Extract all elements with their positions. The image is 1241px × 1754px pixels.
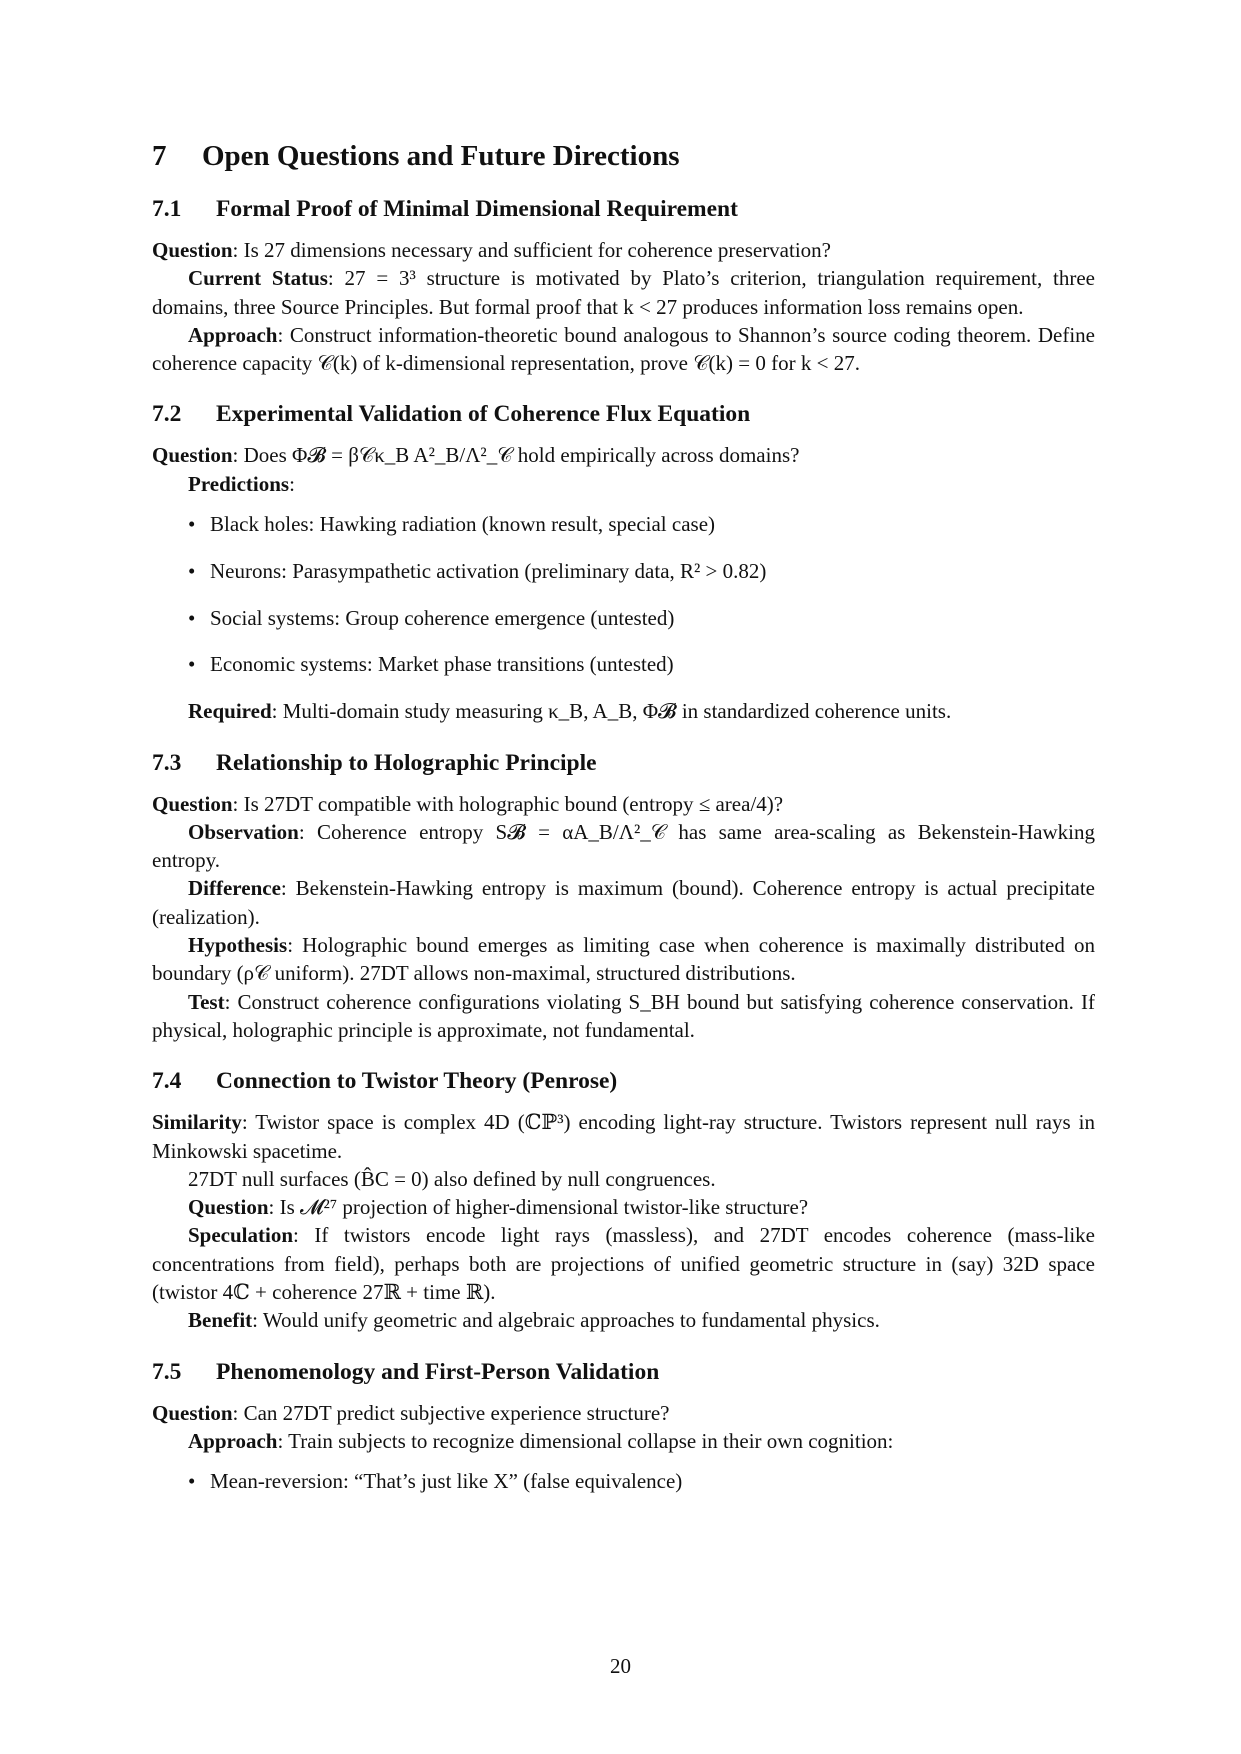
text: : Holographic bound emerges as limiting case when coherence is maximally distributed on boundary (ρ𝒞 uniform). 27DT allows non-maximal, structured distributions. xyxy=(152,933,1095,986)
label: Difference xyxy=(188,876,281,901)
text: : xyxy=(289,471,295,496)
paragraph-question xyxy=(152,790,1095,818)
subsection-title: Experimental Validation of Coherence Flux Equation xyxy=(216,401,751,428)
label: Question xyxy=(152,791,233,816)
paragraph-approach xyxy=(152,1427,1095,1455)
spacer xyxy=(152,377,1095,399)
section-number: 7 xyxy=(152,140,167,172)
text: : Coherence entropy S𝓑 = αA_B/Λ²_𝒞 has same area-scaling as Bekenstein-Hawking entropy. xyxy=(152,819,1095,873)
text: : Twistor space is complex 4D (ℂℙ³) encoding light-ray structure. Twistors represent null rays in Minkowski spacetime. xyxy=(152,1110,1095,1163)
label: Question xyxy=(188,1195,269,1220)
paragraph-difference xyxy=(152,874,1095,931)
spacer xyxy=(152,1044,1095,1066)
paragraph-speculation xyxy=(152,1221,1095,1306)
text: : Construct coherence configurations violating S_BH bound but satisfying coherence conservation. If physical, holographic principle is approximate, not fundamental. xyxy=(152,989,1095,1042)
label: Current Status xyxy=(188,266,328,291)
subsection-number: 7.5 xyxy=(152,1358,182,1385)
spacer xyxy=(152,1335,1095,1357)
paragraph-observation xyxy=(152,818,1095,875)
subsection-number: 7.2 xyxy=(152,401,182,428)
subsection-heading-7-3 xyxy=(152,748,1095,778)
list-item: • Social systems: Group coherence emergence (untested) xyxy=(188,604,1095,632)
page-number: 20 xyxy=(610,1654,631,1678)
subsection-title: Phenomenology and First-Person Validation xyxy=(216,1358,660,1385)
subsection-number: 7.1 xyxy=(152,196,182,222)
section-heading xyxy=(152,138,1095,174)
paragraph-current-status xyxy=(152,264,1095,321)
list-item: • Black holes: Hawking radiation (known result, special case) xyxy=(188,510,1095,538)
paragraph-question xyxy=(152,441,1095,469)
text: : Bekenstein-Hawking entropy is maximum (bound). Coherence entropy is actual precipitate (realization). xyxy=(152,876,1095,929)
text: : Would unify geometric and algebraic approaches to fundamental physics. xyxy=(252,1308,880,1333)
list-item: • Economic systems: Market phase transitions (untested) xyxy=(188,650,1095,678)
paragraph-approach xyxy=(152,321,1095,378)
paragraph-test xyxy=(152,988,1095,1045)
text: : Is 27 dimensions necessary and sufficient for coherence preservation? xyxy=(232,238,831,262)
text: : 27 = 3³ structure is motivated by Plato’s criterion, triangulation requirement, three domains, three Source Principles. But formal proof that k < 27 produces information loss remains open. xyxy=(152,266,1095,319)
label: Required xyxy=(188,699,272,724)
subsection-heading-7-2 xyxy=(152,399,1095,429)
subsection-heading-7-4 xyxy=(152,1066,1095,1096)
subsection-title: Relationship to Holographic Principle xyxy=(216,749,597,776)
label: Hypothesis xyxy=(188,933,288,958)
label: Question xyxy=(152,1400,233,1425)
label: Approach xyxy=(188,322,278,347)
list-item: • Mean-reversion: “That’s just like X” (false equivalence) xyxy=(188,1467,1095,1495)
label: Test xyxy=(188,989,225,1014)
paper-page xyxy=(152,138,1095,1514)
label: Benefit xyxy=(188,1308,253,1333)
label: Question xyxy=(152,238,233,262)
paragraph-benefit xyxy=(152,1306,1095,1334)
label: Similarity xyxy=(152,1110,242,1135)
subsection-title: Connection to Twistor Theory (Penrose) xyxy=(216,1068,618,1095)
paragraph-hypothesis xyxy=(152,931,1095,988)
text: : Multi-domain study measuring κ_B, A_B, Φ𝓑 in standardized coherence units. xyxy=(271,699,952,724)
section-title: Open Questions and Future Directions xyxy=(202,140,680,172)
list-item: • Neurons: Parasympathetic activation (preliminary data, R² > 0.82) xyxy=(188,557,1095,585)
paragraph-question xyxy=(152,1399,1095,1427)
text: : Can 27DT predict subjective experience structure? xyxy=(232,1400,670,1425)
paragraph-question xyxy=(152,236,1095,264)
text: : Train subjects to recognize dimensional collapse in their own cognition: xyxy=(277,1428,894,1453)
text: : Is 𝓜²⁷ projection of higher-dimensional twistor-like structure? xyxy=(268,1195,809,1220)
paragraph-null-surfaces: 27DT null surfaces (B̂C = 0) also defined by null congruences. xyxy=(188,1166,716,1191)
paragraph-predictions xyxy=(152,470,1095,498)
label: Question xyxy=(152,443,233,468)
text: : If twistors encode light rays (massless), and 27DT encodes coherence (mass-like concentrations from field), perhaps both are projections of unified geometric structure in (say) 32D space (twistor 4ℂ + coherence 27ℝ + time ℝ). xyxy=(152,1223,1095,1305)
label: Approach xyxy=(188,1428,278,1453)
subsection-title: Formal Proof of Minimal Dimensional Requirement xyxy=(216,196,738,222)
text: : Does Φ𝓑 = β𝒞κ_B A²_B/Λ²_𝒞 hold empirically across domains? xyxy=(232,443,800,468)
paragraph-required xyxy=(152,697,1095,725)
subsection-number: 7.4 xyxy=(152,1068,182,1095)
label: Speculation xyxy=(188,1223,294,1248)
paragraph-similarity xyxy=(152,1108,1095,1165)
subsection-number: 7.3 xyxy=(152,749,182,776)
approach-list xyxy=(152,1467,1095,1495)
label: Predictions xyxy=(188,471,290,496)
subsection-heading-7-5 xyxy=(152,1357,1095,1387)
label: Observation xyxy=(188,819,299,844)
paragraph-question xyxy=(152,1193,1095,1221)
predictions-list xyxy=(152,510,1095,679)
text: : Construct information-theoretic bound analogous to Shannon’s source coding theorem. Define coherence capacity 𝒞(k) of k-dimensional representation, prove 𝒞(k) = 0 for k < 27. xyxy=(152,322,1095,376)
spacer xyxy=(152,726,1095,748)
subsection-heading-7-1 xyxy=(152,194,1095,224)
text: : Is 27DT compatible with holographic bound (entropy ≤ area/4)? xyxy=(232,791,784,816)
